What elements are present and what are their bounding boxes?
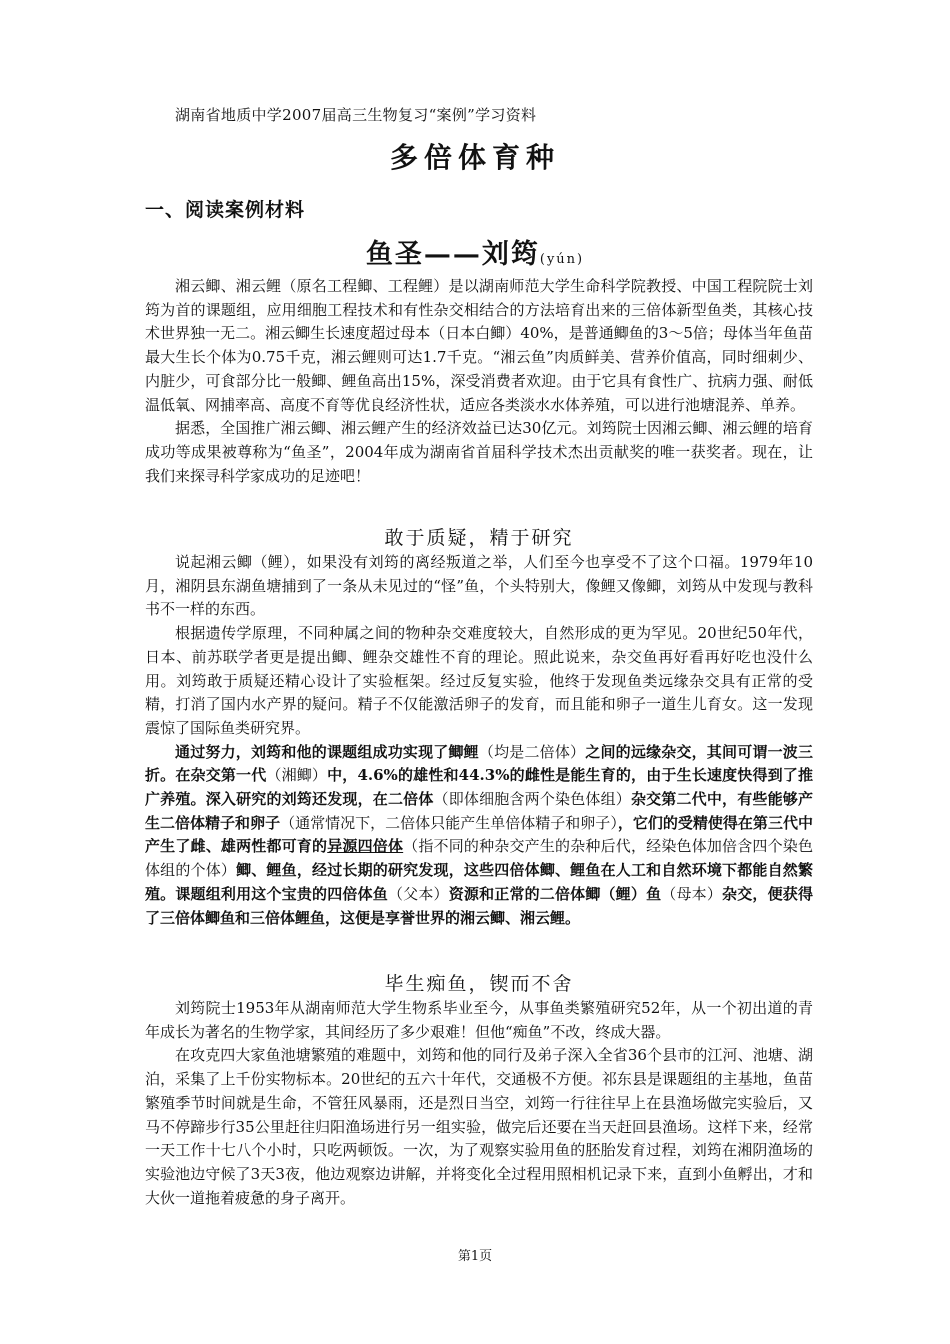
p5-seg: 杂交第二代中，有些能够产生二倍体精子和卵子: [145, 790, 813, 832]
p5-underlined-term: 异源四倍体: [327, 837, 404, 856]
p5-note: （均是二倍体）: [478, 742, 586, 761]
p5-note: （父本）: [387, 884, 449, 903]
article-body-2: [145, 526, 813, 930]
p5-seg: 鲫、鲤鱼，经过长期的研究发现，这些四倍体鲫、鲤鱼在人工和自然环境下都能自然繁殖。课题组利用这个宝贵的四倍体鱼: [145, 861, 813, 903]
p5-note: （母本）: [661, 884, 723, 903]
paragraph-2: 据悉，全国推广湘云鲫、湘云鲤产生的经济效益已达30亿元。刘筠院士因湘云鲫、湘云鲤的培育成功等成果被尊称为“鱼圣”，2004年成为湖南省首届科学技术杰出贡献奖的唯一获奖者。现在，让我们来探寻科学家成功的足迹吧！: [145, 419, 813, 485]
article-body-3: [145, 972, 813, 1210]
article-title-text: 鱼圣——刘筠: [365, 239, 540, 270]
heading-question-and-research: 敢于质疑，精于研究: [384, 527, 574, 549]
paragraph-6: 刘筠院士1953年从湖南师范大学生物系毕业至今，从事鱼类繁殖研究52年，从一个初出道的青年成长为著名的生物学家，其间经历了多少艰难！但他“痴鱼”不改，终成大器。: [145, 999, 813, 1041]
paragraph-7: 在攻克四大家鱼池塘繁殖的难题中，刘筠和他的同行及弟子深入全省36个县市的江河、池塘、湖泊，采集了上千份实物标本。20世纪的五六十年代，交通极不方便。祁东县是课题组的主基地，鱼苗繁殖季节时间就是生命，不管狂风暴雨，还是烈日当空，刘筠一行往往早上在县渔场做完实验后，又马不停蹄步行35公里赶往归阳渔场进行另一组实验，做完后还要在当天赶回县渔场。这样下来，经常一天工作十七八个小时，只吃两顿饭。一次，为了观察实验用鱼的胚胎发育过程，刘筠在湘阴渔场的实验池边守候了3天3夜，他边观察边讲解，并将变化全过程用照相机记录下来，直到小鱼孵出，才和大伙一道拖着疲惫的身子离开。: [145, 1046, 813, 1207]
p5-seg: 通过努力，刘筠和他的课题组成功实现了鲫鲤: [175, 742, 479, 761]
section-title: 一、阅读案例材料: [145, 199, 306, 221]
document-title: 多倍体育种: [389, 141, 560, 174]
p5-seg: 中，4.6%的雄性和44.3%的雌性是能生育的，由于生长速度快得到了推广养殖。深入研究的刘筠还发现，在二倍体: [145, 766, 813, 809]
paragraph-4: 根据遗传学原理，不同种属之间的物种杂交难度较大，自然形成的更为罕见。20世纪50年代，日本、前苏联学者更是提出鲫、鲤杂交雄性不育的理论。照此说来，杂交鱼再好看再好吃也没什么用。刘筠敢于质疑还精心设计了实验框架。经过反复实验，他终于发现鱼类远缘杂交具有正常的受精，打消了国内水产界的疑问。精子不仅能激活卵子的发育，而且能和卵子一道生儿育女。这一发现震惊了国际鱼类研究界。: [145, 624, 813, 737]
article-title: [0, 232, 950, 271]
paragraph-3: 说起湘云鲫（鲤），如果没有刘筠的离经叛道之举，人们至今也享受不了这个口福。1979年10月，湘阴县东湖鱼塘捕到了一条从未见过的“怪”鱼，个头特别大，像鲤又像鲫，刘筠从中发现与教科书不一样的东西。: [145, 553, 813, 619]
page-number: 第1页: [457, 1249, 493, 1264]
p5-note: （湘鲫）: [266, 766, 328, 785]
p5-seg: 资源和正常的二倍体鲫（鲤）鱼: [448, 884, 662, 903]
p5-seg: 杂交，便获得了三倍体鲫鱼和三倍体鲤鱼，这便是享誉世界的湘云鲫、湘云鲤。: [145, 884, 813, 927]
article-body-1: [145, 275, 813, 488]
paragraph-1: 湘云鲫、湘云鲤（原名工程鲫、工程鲤）是以湖南师范大学生命科学院教授、中国工程院院士刘筠为首的课题组，应用细胞工程技术和有性杂交相结合的方法培育出来的三倍体新型鱼类，其核心技术世界独一无二。湘云鲫生长速度超过母本（日本白鲫）40%，是普通鲫鱼的3～5倍；母体当年鱼苗最大生长个体为0.75千克，湘云鲤则可达1.7千克。“湘云鱼”肉质鲜美、营养价值高，同时细刺少、内脏少，可食部分比一般鲫、鲤鱼高出15%，深受消费者欢迎。由于它具有食性广、抗病力强、耐低温低氧、网捕率高、高度不育等优良经济性状，适应各类淡水水体养殖，可以进行池塘混养、单养。: [145, 277, 813, 414]
article-title-pinyin: (yún): [539, 252, 585, 267]
paragraph-5: [145, 741, 813, 931]
document-header: 湖南省地质中学2007届高三生物复习“案例”学习资料: [175, 106, 537, 124]
p5-note: （通常情况下，二倍体只能产生单倍体精子和卵子）: [280, 813, 618, 832]
p5-note: （即体细胞含两个染色体组）: [433, 790, 631, 809]
heading-devotion: 毕生痴鱼，锲而不舍: [384, 973, 574, 995]
p5-note: （指不同的种杂交产生的杂种后代，经染色体加倍含四个染色体组的个体）: [145, 837, 813, 880]
p5-seg: ，它们的受精使得在第三代中产生了雌、雄两性都可育的: [145, 813, 813, 856]
p5-seg: 之间的远缘杂交，其间可谓一波三折。在杂交第一代: [145, 742, 813, 785]
